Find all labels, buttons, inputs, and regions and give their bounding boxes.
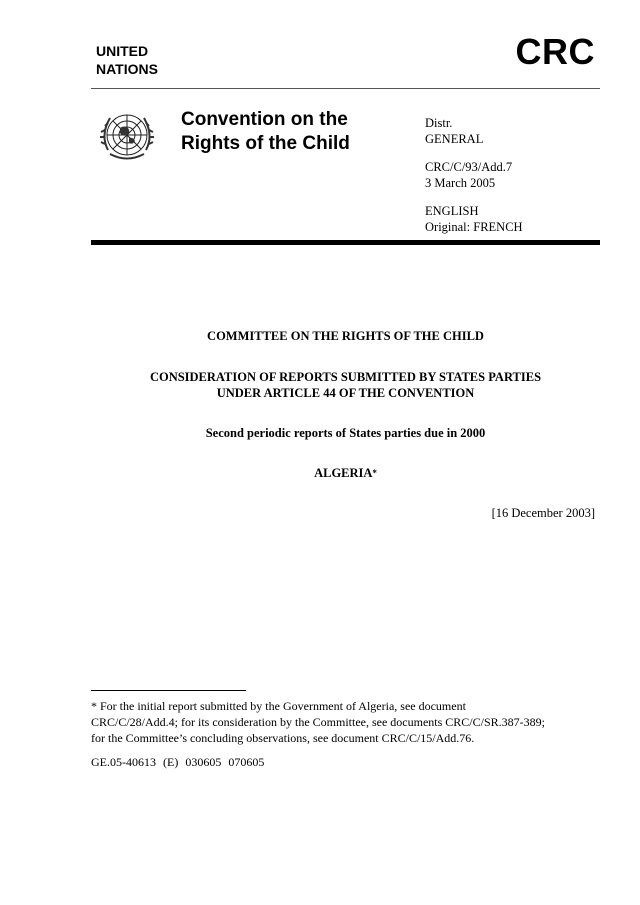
header-divider	[91, 88, 600, 89]
masthead-divider	[91, 240, 600, 245]
document-date: 3 March 2005	[425, 176, 496, 190]
country-name: ALGERIA	[314, 466, 373, 480]
committee-heading: COMMITTEE ON THE RIGHTS OF THE CHILD	[207, 329, 484, 343]
job-number: GE.05-40613 (E) 030605 070605	[91, 755, 265, 769]
title-line-1: Convention on the	[181, 109, 348, 130]
convention-title	[181, 108, 350, 156]
country-heading	[91, 465, 600, 481]
org-line-1: UNITED	[96, 43, 149, 59]
document-symbol: CRC/C/93/Add.7	[425, 160, 513, 174]
footnote-line-2: CRC/C/28/Add.4; for its consideration by the Committee, see documents CRC/C/SR.387-389;	[91, 715, 545, 729]
footnote-marker: *	[372, 468, 377, 478]
report-subtitle: Second periodic reports of States parties due in 2000	[205, 426, 486, 440]
footnote-line-3: for the Committee’s concluding observations, see document CRC/C/15/Add.76.	[91, 731, 475, 745]
footnote-divider	[91, 690, 246, 691]
consideration-line-2: UNDER ARTICLE 44 OF THE CONVENTION	[216, 386, 475, 400]
distribution-block	[425, 115, 523, 235]
un-emblem-icon	[96, 104, 158, 166]
footnote-line-1: * For the initial report submitted by the Government of Algeria, see document	[91, 699, 466, 713]
distr-level: GENERAL	[425, 132, 484, 146]
un-organization-name	[96, 42, 158, 78]
report-date: [16 December 2003]	[491, 506, 595, 520]
document-language: ENGLISH	[425, 204, 479, 218]
consideration-line-1: CONSIDERATION OF REPORTS SUBMITTED BY STATES PARTIES	[149, 370, 542, 384]
document-code: CRC	[515, 31, 595, 72]
footnote	[91, 698, 606, 746]
distr-label: Distr.	[425, 116, 453, 130]
org-line-2: NATIONS	[96, 61, 158, 77]
original-language: Original: FRENCH	[425, 220, 523, 234]
consideration-heading	[91, 369, 600, 401]
title-line-2: Rights of the Child	[181, 133, 350, 154]
